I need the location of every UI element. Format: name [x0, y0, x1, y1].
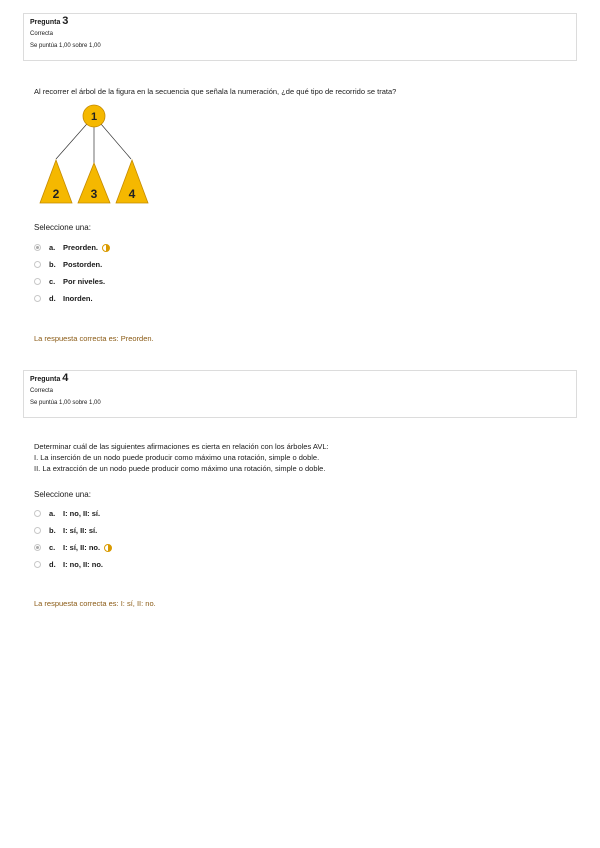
subtree-4-label: 4	[128, 187, 136, 201]
right-answer-feedback: La respuesta correcta es: Preorden.	[34, 334, 154, 343]
question-text: Al recorrer el árbol de la figura en la secuencia que señala la numeración, ¿de qué tipo de recorrido se trata?	[34, 87, 397, 96]
question-text: Determinar cuál de las siguientes afirmaciones es cierta en relación con los árboles AVL: I. La inserción de un nodo puede producir como máximo una rotación, simple o doble. II. La extracción de un nodo puede producir como máximo una rotación, simple o doble.	[34, 442, 329, 473]
question-title: Pregunta 3	[30, 15, 69, 27]
question-grade: Se puntúa 1,00 sobre 1,00	[30, 400, 101, 406]
subtree-2-label: 2	[52, 187, 60, 201]
subtree-3-label: 3	[90, 187, 98, 201]
question-title: Pregunta 4	[30, 372, 69, 384]
radio-b[interactable]	[34, 261, 41, 268]
question-info-4	[23, 370, 577, 418]
question-info-3	[23, 13, 577, 61]
answer-option-b[interactable]: b. Postorden.	[34, 256, 110, 273]
answer-option-d[interactable]: d. Inorden.	[34, 290, 110, 307]
answer-option-d[interactable]: d. I: no, II: no.	[34, 556, 112, 573]
question-number: 3	[62, 15, 69, 27]
answer-prompt: Seleccione una:	[34, 490, 91, 499]
question-state: Correcta	[30, 388, 54, 394]
radio-d[interactable]	[34, 295, 41, 302]
answer-list	[34, 505, 112, 573]
answer-list	[34, 239, 110, 307]
radio-c[interactable]	[34, 544, 41, 551]
radio-b[interactable]	[34, 527, 41, 534]
question-state: Correcta	[30, 31, 54, 37]
answer-prompt: Seleccione una:	[34, 223, 91, 232]
answer-option-a[interactable]: a. I: no, II: sí.	[34, 505, 112, 522]
question-number: 4	[62, 372, 69, 384]
radio-d[interactable]	[34, 561, 41, 568]
answer-option-a[interactable]: a. Preorden.	[34, 239, 110, 256]
root-label: 1	[90, 111, 98, 123]
answer-option-c[interactable]: c. Por niveles.	[34, 273, 110, 290]
answer-option-c[interactable]: c. I: sí, II: no.	[34, 539, 112, 556]
partial-correct-icon	[102, 244, 110, 252]
radio-a[interactable]	[34, 244, 41, 251]
right-answer-feedback: La respuesta correcta es: I: sí, II: no.	[34, 599, 156, 608]
partial-correct-icon	[104, 544, 112, 552]
question-grade: Se puntúa 1,00 sobre 1,00	[30, 43, 101, 49]
radio-a[interactable]	[34, 510, 41, 517]
answer-option-b[interactable]: b. I: sí, II: sí.	[34, 522, 112, 539]
radio-c[interactable]	[34, 278, 41, 285]
tree-figure	[38, 103, 158, 205]
